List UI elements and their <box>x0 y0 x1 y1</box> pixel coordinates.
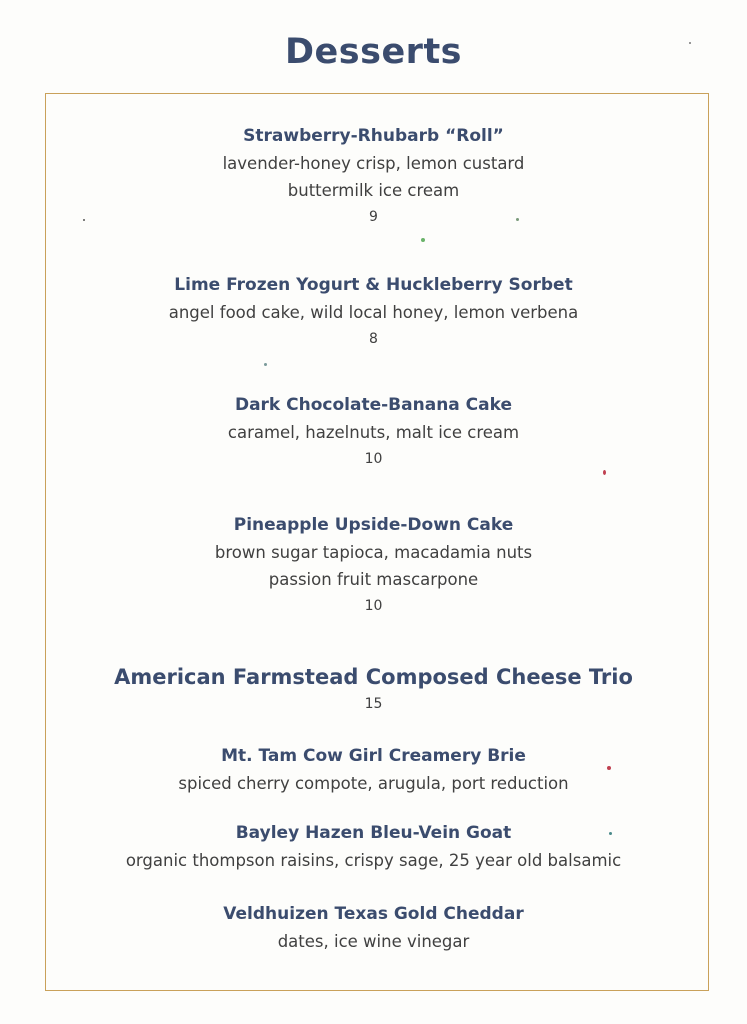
page-title: Desserts <box>284 32 463 72</box>
dessert-description: caramel, hazelnuts, malt ice cream <box>227 423 520 442</box>
dessert-name: Lime Frozen Yogurt & Huckleberry Sorbet <box>174 275 573 295</box>
cheese-item-bleu-vein-goat <box>0 820 747 874</box>
cheese-item-brie <box>0 743 747 797</box>
dessert-description: lavender-honey crisp, lemon custard <box>222 154 525 173</box>
scan-speck <box>516 218 519 221</box>
cheese-section-price: 15 <box>364 696 383 712</box>
scan-speck <box>609 832 612 835</box>
dessert-name: Pineapple Upside-Down Cake <box>233 515 514 535</box>
dessert-description: buttermilk ice cream <box>287 181 460 200</box>
cheese-description: organic thompson raisins, crispy sage, 25 year old balsamic <box>125 851 622 870</box>
scan-speck <box>607 766 611 770</box>
dessert-description: passion fruit mascarpone <box>268 570 479 589</box>
cheese-section-title: American Farmstead Composed Cheese Trio <box>114 665 633 689</box>
scan-speck <box>421 238 425 242</box>
dessert-price: 10 <box>364 598 383 614</box>
cheese-item-cheddar <box>0 901 747 955</box>
cheese-name: Mt. Tam Cow Girl Creamery Brie <box>221 746 526 766</box>
cheese-name: Veldhuizen Texas Gold Cheddar <box>223 904 524 924</box>
scan-speck <box>264 363 267 366</box>
scan-speck <box>83 219 85 221</box>
dessert-item-pineapple-upside-down <box>0 512 747 620</box>
dessert-description: brown sugar tapioca, macadamia nuts <box>214 543 533 562</box>
cheese-name: Bayley Hazen Bleu-Vein Goat <box>235 823 512 843</box>
scan-speck <box>603 470 606 475</box>
dessert-price: 10 <box>364 451 383 467</box>
dessert-item-lime-frozen-yogurt <box>0 272 747 353</box>
cheese-section-header <box>0 662 747 716</box>
cheese-description: dates, ice wine vinegar <box>277 932 470 951</box>
scan-speck <box>689 42 691 44</box>
dessert-name: Strawberry-Rhubarb “Roll” <box>243 126 504 146</box>
dessert-item-dark-chocolate-banana <box>0 392 747 473</box>
cheese-description: spiced cherry compote, arugula, port reduction <box>178 774 569 793</box>
dessert-description: angel food cake, wild local honey, lemon verbena <box>168 303 579 322</box>
dessert-price: 8 <box>369 331 378 347</box>
dessert-name: Dark Chocolate-Banana Cake <box>234 395 513 415</box>
dessert-price: 9 <box>369 209 378 225</box>
dessert-item-strawberry-rhubarb <box>0 123 747 231</box>
